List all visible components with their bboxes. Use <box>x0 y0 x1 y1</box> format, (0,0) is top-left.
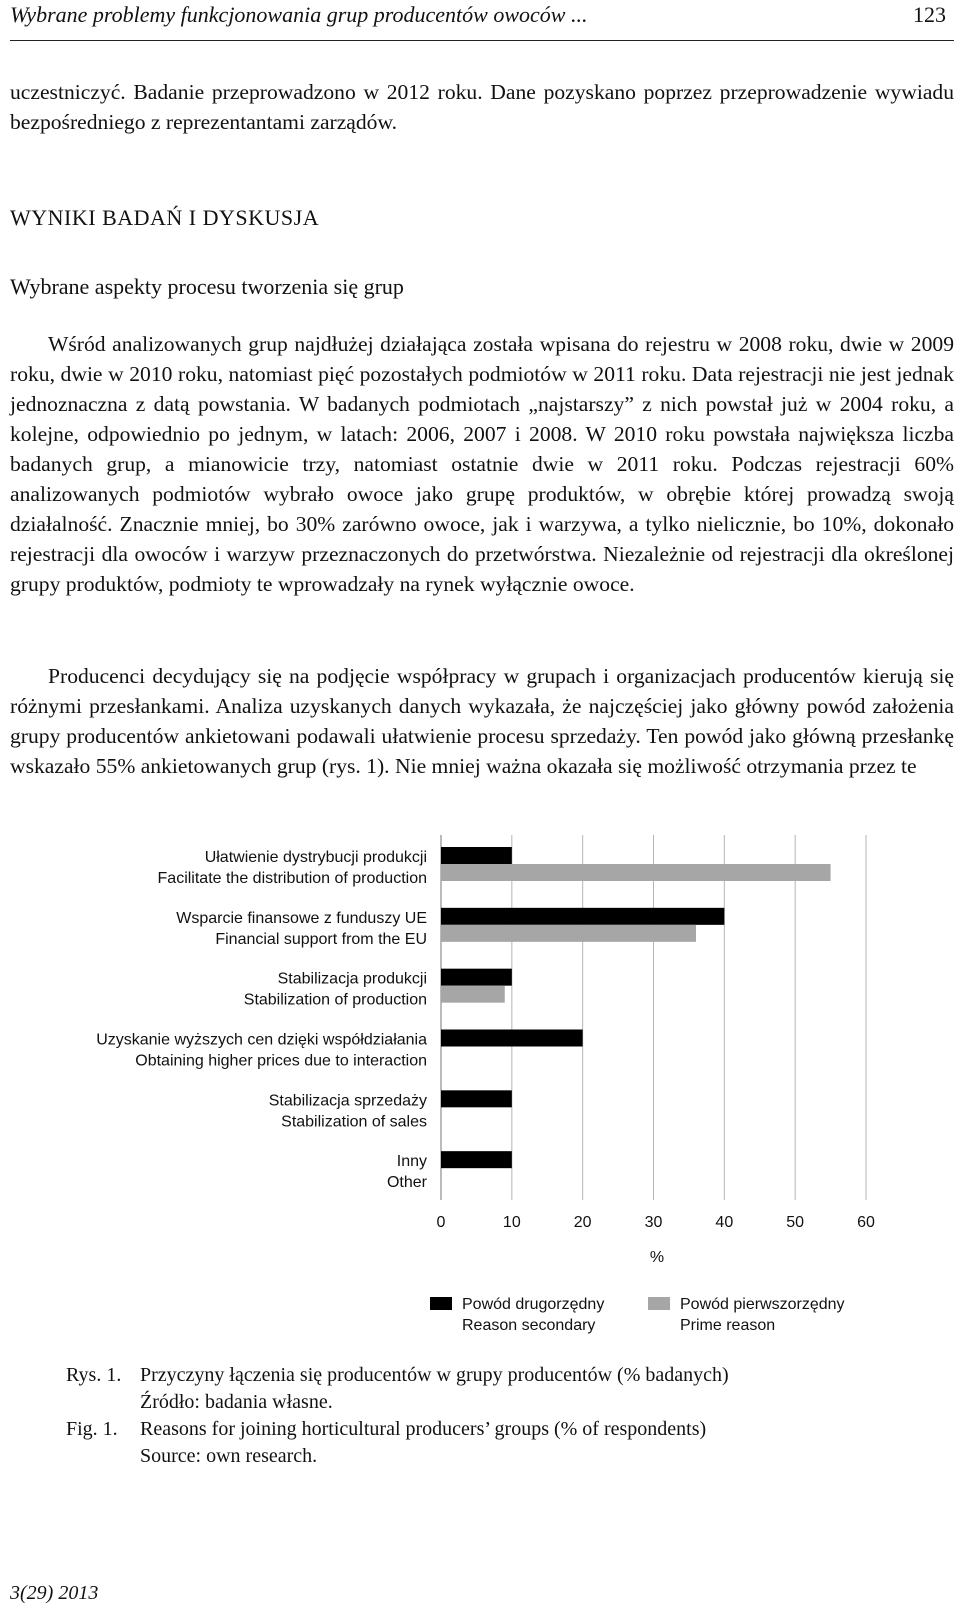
subsection-title: Wybrane aspekty procesu tworzenia się grup <box>10 274 404 299</box>
x-tick-label: 20 <box>573 1214 592 1231</box>
caption-en-title: Reasons for joining horticultural producers’ groups (% of respondents) <box>140 1418 707 1440</box>
running-title: Wybrane problemy funkcjonowania grup producentów owoców ... <box>10 2 588 27</box>
legend-swatch <box>648 1297 670 1310</box>
category-label: Inny <box>396 1153 427 1171</box>
caption-pl-source: Źródło: badania własne. <box>140 1391 333 1413</box>
category-label: Stabilizacja produkcji <box>277 970 427 988</box>
bar-chart <box>0 835 960 1355</box>
category-label: Ułatwienie dystrybucji produkcji <box>204 849 427 866</box>
x-tick-label: 10 <box>502 1214 521 1231</box>
legend-label: Powód drugorzędny <box>462 1296 605 1313</box>
legend-label: Reason secondary <box>462 1317 596 1334</box>
category-label: Other <box>386 1174 427 1192</box>
x-tick-label: 60 <box>857 1214 875 1231</box>
x-axis-label: % <box>649 1249 665 1266</box>
bar <box>441 1090 512 1107</box>
bar <box>441 1030 583 1047</box>
category-label: Stabilization of sales <box>281 1113 427 1131</box>
category-label: Wsparcie finansowe z funduszy UE <box>176 909 427 927</box>
running-header <box>10 0 954 41</box>
bar <box>441 1151 512 1168</box>
legend-label: Powód pierwszorzędny <box>680 1296 845 1313</box>
category-label: Stabilization of production <box>243 991 427 1009</box>
bar <box>441 925 696 942</box>
bar <box>441 969 512 986</box>
category-label: Financial support from the EU <box>215 930 427 948</box>
main-paragraph: Wśród analizowanych grup najdłużej działająca została wpisana do rejestru w 2008 roku, dwie w 2009 roku, dwie w 2010 roku, natomiast pięć pozostałych podmiotów w 2011 roku. Data rejestracji nie jest jednak jednoznaczna z datą powstania. W badanych podmiotach „najstarszy” z nich powstał już w 2004 roku, a kolejne, odpowiednio po jednym, w latach: 2006, 2007 i 2008. W 2010 roku powstała największa liczba badanych grup, a mianowicie trzy, natomiast ostatnie dwie w 2011 roku. Podczas rejestracji 60% analizowanych podmiotów wybrało owoce jako grupę produktów, w obrębie której prowadzą swoją działalność. Znacznie mniej, bo 30% zarówno owoce, jak i warzywa, a tylko nielicznie, bo 10%, dokonało rejestracji dla owoców i warzyw przeznaczonych do przetwórstwa. Niezależnie od rejestracji dla określonej grupy produktów, podmioty te wprowadzały na rynek wyłącznie owoce. <box>10 332 954 596</box>
caption-en-source: Source: own research. <box>140 1445 318 1467</box>
caption-en-number: Fig. 1. <box>66 1418 118 1440</box>
intro-paragraph: uczestniczyć. Badanie przeprowadzono w 2012 roku. Dane pozyskano poprzez przeprowadzenie wywiadu bezpośredniego z reprezentantami zarządów. <box>10 80 954 134</box>
bar <box>441 864 831 881</box>
bar <box>441 908 724 925</box>
x-tick-label: 50 <box>786 1214 805 1231</box>
x-tick-label: 40 <box>715 1214 734 1231</box>
figure-caption <box>66 1362 900 1470</box>
section-title: WYNIKI BADAŃ I DYSKUSJA <box>10 205 320 230</box>
caption-pl-number: Rys. 1. <box>66 1364 122 1386</box>
page-number: 123 <box>913 2 946 27</box>
legend-swatch <box>430 1297 452 1310</box>
x-tick-label: 30 <box>644 1214 663 1231</box>
bar <box>441 986 505 1003</box>
page-footer: 3(29) 2013 <box>10 1582 99 1604</box>
chart-canvas <box>0 835 960 1355</box>
category-label: Obtaining higher prices due to interaction <box>135 1052 427 1070</box>
legend-label: Prime reason <box>680 1317 776 1334</box>
category-label: Uzyskanie wyższych cen dzięki współdziałania <box>96 1031 427 1049</box>
category-label: Facilitate the distribution of production <box>157 870 427 887</box>
second-paragraph: Producenci decydujący się na podjęcie współpracy w grupach i organizacjach producentów kierują się różnymi przesłankami. Analiza uzyskanych danych wykazała, że najczęściej jako główny powód założenia grupy producentów ankietowani podawali ułatwienie procesu sprzedaży. Ten powód jako główną przesłankę wskazało 55% ankietowanych grup (rys. 1). Nie mniej ważna okazała się możliwość otrzymania przez te <box>10 664 954 778</box>
caption-pl-title: Przyczyny łączenia się producentów w grupy producentów (% badanych) <box>140 1364 729 1386</box>
bar <box>441 847 512 864</box>
category-label: Stabilizacja sprzedaży <box>268 1092 427 1110</box>
x-tick-label: 0 <box>436 1214 446 1231</box>
